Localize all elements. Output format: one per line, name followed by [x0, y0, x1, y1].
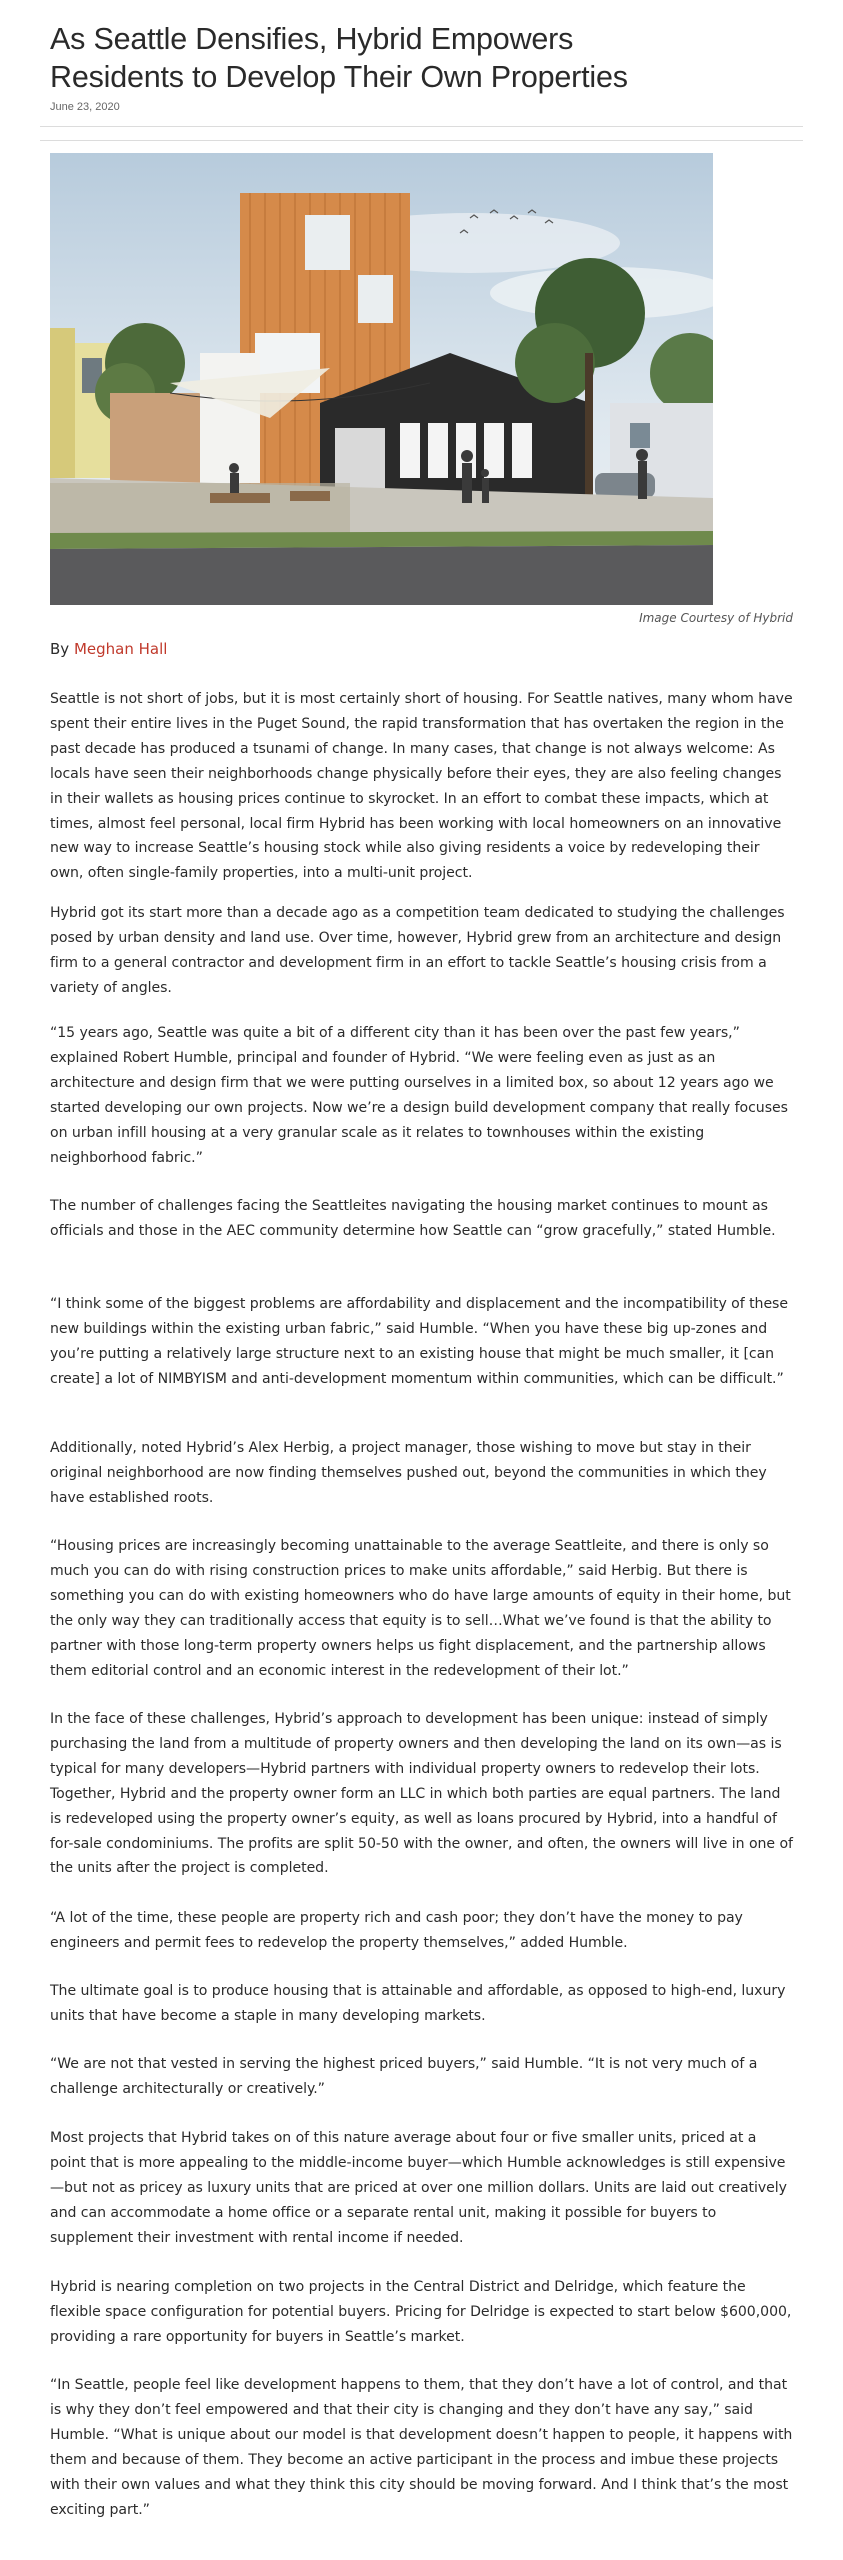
paragraph-1: Seattle is not short of jobs, but it is most certainly short of housing. For Seattle natives, many whom have spent their entire lives in the Puget Sound, the rapid transformation that has overtaken the region in the past decade has produced a tsunami of change. In many cases, that change is not always welcome: As locals have seen their neighborhoods change physically before their eyes, they are also feeling changes in their wallets as housing prices continue to skyrocket. In an effort to combat these impacts, which at times, almost feel personal, local firm Hybrid has been working with local homeowners on an innovative new way to increase Seattle’s housing stock while also giving residents a voice by redeveloping their own, often single-family properties, into a multi-unit project.: [50, 691, 793, 882]
image-caption: Image Courtesy of Hybrid: [639, 611, 793, 625]
article-title: [50, 20, 750, 96]
byline-prefix: By: [50, 640, 74, 658]
paragraph-12: Most projects that Hybrid takes on of this nature average about four or five smaller units, priced at a point that is more appealing to the middle-income buyer—which Humble acknowledges is still expensive—but not as pricey as luxury units that are priced at over one million dollars. Units are laid out creatively and can accommodate a home office or a separate rental unit, making it possible for buyers to supplement their investment with rental income if needed.: [50, 2130, 787, 2246]
paragraph-5: “I think some of the biggest problems are affordability and displacement and the incompatibility of these new buildings within the existing urban fabric,” said Humble. “When you have these big up-zones and you’re putting a relatively large structure next to an existing house that might be much smaller, it [can create] a lot of NIMBYISM and anti-development momentum within communities, which can be difficult.”: [50, 1296, 788, 1387]
publish-date: June 23, 2020: [50, 101, 120, 113]
paragraph-7: “Housing prices are increasingly becoming unattainable to the average Seattleite, and there is only so much you can do with rising construction prices to make units affordable,” said Herbig. But there is something you can do with existing homeowners who do have large amounts of equity in their home, but the only way they can traditionally access that equity is to sell…What we’ve found is that the ability to partner with those long-term property owners helps us fight displacement, and the partnership allows them editorial control and an economic interest in the redevelopment of their lot.”: [50, 1538, 791, 1679]
article-title-line-1: As Seattle Densifies, Hybrid Empowers: [50, 22, 574, 56]
paragraph-8: In the face of these challenges, Hybrid’s approach to development has been unique: instead of simply purchasing the land from a multitude of property owners and then developing the land on its own—as is typical for many developers—Hybrid partners with individual property owners to redevelop their lots. Together, Hybrid and the property owner form an LLC in which both parties are equal partners. The land is redeveloped using the property owner’s equity, as well as loans procured by Hybrid, into a handful of for-sale condominiums. The profits are split 50-50 with the owner, and often, the owners will live in one of the units after the project is completed.: [50, 1711, 793, 1877]
hero-image: [50, 153, 713, 605]
paragraph-2: Hybrid got its start more than a decade ago as a competition team dedicated to studying the challenges posed by urban density and land use. Over time, however, Hybrid grew from an architecture and design firm to a general contractor and development firm in an effort to tackle Seattle’s housing crisis from a variety of angles.: [50, 905, 785, 996]
byline: [50, 640, 167, 658]
paragraph-11: “We are not that vested in serving the highest priced buyers,” said Humble. “It is not very much of a challenge architecturally or creatively.”: [50, 2056, 758, 2097]
paragraph-9: “A lot of the time, these people are property rich and cash poor; they don’t have the money to pay engineers and permit fees to redevelop the property themselves,” added Humble.: [50, 1910, 743, 1951]
divider-top: [40, 126, 803, 127]
paragraph-10: The ultimate goal is to produce housing that is attainable and affordable, as opposed to high-end, luxury units that have become a staple in many developing markets.: [50, 1983, 786, 2024]
paragraph-4: The number of challenges facing the Seattleites navigating the housing market continues to mount as officials and those in the AEC community determine how Seattle can “grow gracefully,” stated Humble.: [50, 1198, 776, 1239]
paragraph-14: “In Seattle, people feel like development happens to them, that they don’t have a lot of control, and that is why they don’t feel empowered and that their city is changing and they don’t have any say,” said Humble. “What is unique about our model is that development doesn’t happen to people, it happens with them and because of them. They become an active participant in the process and imbue these projects with their own values and what they think this city should be moving forward. And I think that’s the most exciting part.”: [50, 2377, 793, 2518]
divider-bottom: [40, 140, 803, 141]
paragraph-13: Hybrid is nearing completion on two projects in the Central District and Delridge, which feature the flexible space configuration for potential buyers. Pricing for Delridge is expected to start below $600,000, providing a rare opportunity for buyers in Seattle’s market.: [50, 2279, 792, 2345]
paragraph-6: Additionally, noted Hybrid’s Alex Herbig, a project manager, those wishing to move but stay in their original neighborhood are now finding themselves pushed out, beyond the communities in which they have established roots.: [50, 1440, 767, 1506]
paragraph-3: “15 years ago, Seattle was quite a bit of a different city than it has been over the past few years,” explained Robert Humble, principal and founder of Hybrid. “We were feeling even as just as an architecture and design firm that we were putting ourselves in a limited box, so about 12 years ago we started developing our own projects. Now we’re a design build development company that really focuses on urban infill housing at a very granular scale as it relates to townhouses within the existing neighborhood fabric.”: [50, 1025, 788, 1166]
author-link[interactable]: Meghan Hall: [73, 640, 168, 658]
article-title-line-2: Residents to Develop Their Own Properties: [50, 60, 628, 94]
rendering-illustration: [50, 153, 713, 605]
